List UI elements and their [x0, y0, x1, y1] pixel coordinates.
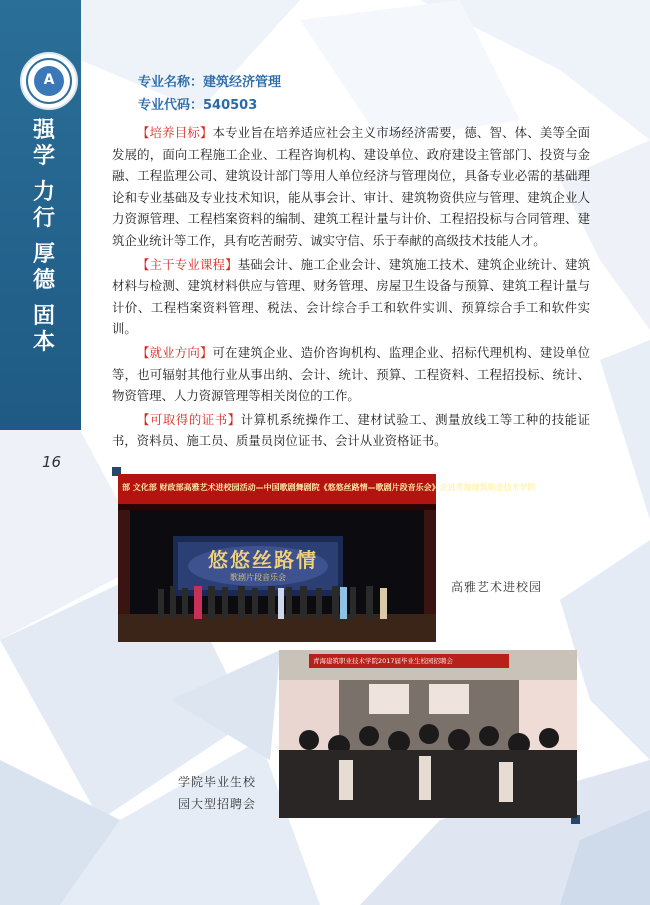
- slogan-text-3: 厚德: [32, 242, 55, 293]
- slogan-text-2: 力行: [32, 180, 55, 231]
- photo-job-banner: 青海建筑职业技术学院2017届毕业生校园招聘会: [313, 657, 454, 665]
- slogan-text-1: 强学: [32, 118, 55, 169]
- section-text: 基础会计、施工企业会计、建筑施工技术、建筑企业统计、建筑材料与检测、建筑材料供应与管理、财务管理、房屋卫生设备与预算、建筑工程计量与计价、工程档案资料管理、税法、会计综合手工和软件实训、预算综合手工和软件实训。: [112, 256, 591, 337]
- slogan-text-4: 固本: [32, 304, 55, 355]
- sidebar: [0, 0, 81, 430]
- section-tag: 【培养目标】: [137, 125, 213, 140]
- job-fair-illustration: [279, 650, 577, 818]
- section-tag: 【主干专业课程】: [137, 256, 238, 272]
- section-career-direction: [112, 342, 590, 407]
- section-text: 计算机系统操作工、建材试验工、测量放线工等工种的技能证书，资料员、施工员、质量员岗位证书、会计从业资格证书。: [112, 411, 591, 449]
- photo-job-fair: [279, 650, 577, 818]
- section-tag: 【可取得的证书】: [137, 411, 241, 427]
- page-number: 16: [42, 453, 62, 471]
- section-core-courses: [112, 254, 590, 340]
- photo-art-backdrop-subtitle: 歌剧片段音乐会: [230, 573, 286, 582]
- logo-mark: A: [43, 72, 55, 88]
- school-logo: [20, 52, 78, 110]
- section-tag: 【就业方向】: [137, 344, 213, 360]
- section-text: 可在建筑企业、造价咨询机构、监理企业、招标代理机构、建设单位等，也可辐射其他行业从事出纳、会计、统计、预算、工程资料、工程招投标、统计、物资管理、人力资源管理等相关岗位的工作。: [112, 344, 591, 404]
- section-certificates: [112, 409, 590, 452]
- section-training-goal: [112, 122, 590, 252]
- photo-art-backdrop-title: 悠悠丝路情: [208, 548, 318, 572]
- photo-art-caption: 高雅艺术进校园: [451, 580, 543, 594]
- major-code: 专业代码：540503: [138, 98, 258, 113]
- main-content: [112, 73, 590, 454]
- photo-job-caption-line2: 园大型招聘会: [178, 797, 257, 811]
- photo-art-banner: 部 文化部 财政部高雅艺术进校园活动—中国歌剧舞剧院《悠悠丝路情—歌剧片段音乐会》走进青海建筑职业技术学院: [122, 483, 536, 492]
- major-name: 专业名称：建筑经济管理: [138, 75, 282, 90]
- photo-art-on-campus: [118, 474, 536, 642]
- section-text: 本专业旨在培养适应社会主义市场经济需要，德、智、体、美等全面发展的，面向工程施工企业、工程咨询机构、建设单位、政府建设主管部门、投资与金融、工程监理公司、建筑设计部门等用人单位经济与管理岗位，具备专业必需的基础理论和专业基础及专业技术知识，能从事会计、审计、建筑物资供应与管理、建筑企业人力资源管理、工程档案资料的编制、建筑工程计量与计价、工程招投标与合同管理、建筑企业统计等工作，具有吃苦耐劳、诚实守信、乐于奉献的高级技术技能人才。: [112, 125, 591, 248]
- photo-job-caption-line1: 学院毕业生校: [178, 775, 257, 789]
